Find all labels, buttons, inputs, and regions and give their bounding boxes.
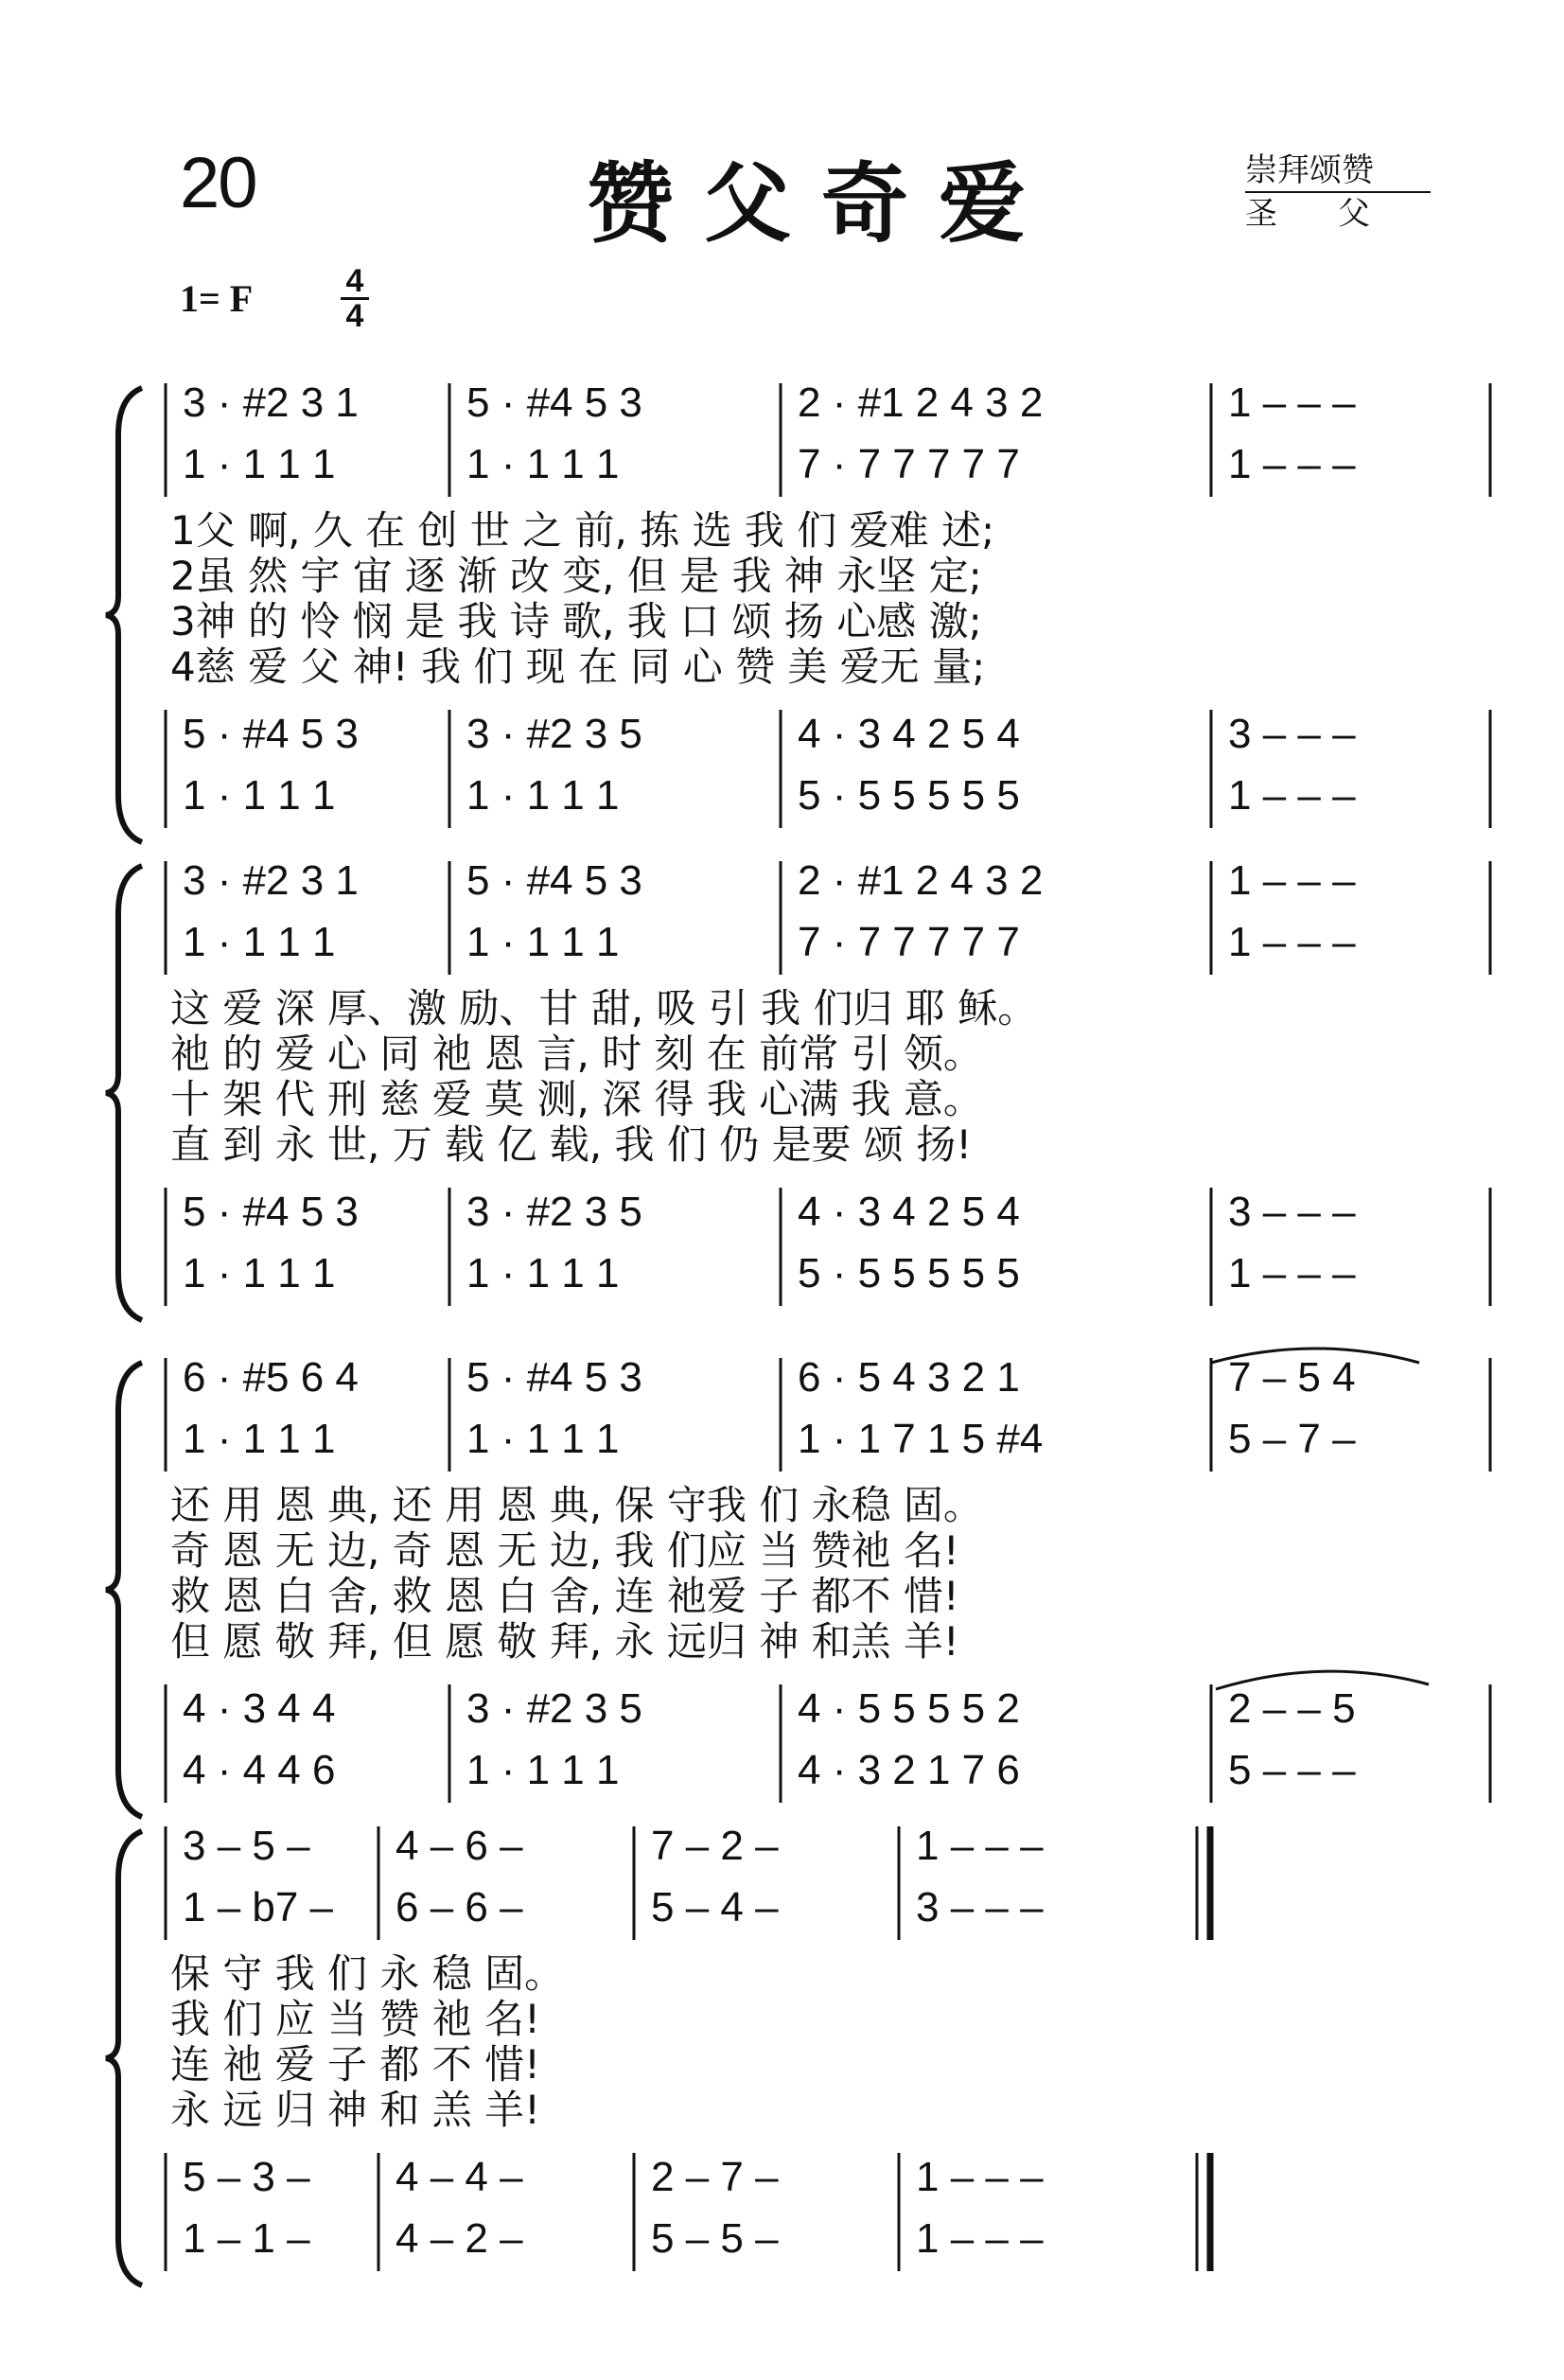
hymn-number: 20: [180, 143, 256, 223]
notes-row: 3 · #2 3 5: [466, 1685, 642, 1732]
hymn-title: 赞父奇爱: [587, 153, 1057, 255]
notes-row: 4 · 3 4 2 5 4: [798, 711, 1020, 757]
notes-row: 1 · 1 1 1: [183, 1250, 336, 1296]
notes-row: 5 · 5 5 5 5 5: [798, 772, 1020, 819]
notes-row: 5 · #4 5 3: [183, 1189, 359, 1235]
lyric-line: 4慈 爱 父 神! 我 们 现 在 同 心 赞 美 爱无 量;: [170, 643, 986, 690]
notes-row: 1 · 1 7 1 5 #4: [798, 1416, 1044, 1462]
notes-row: 1 – – –: [1228, 919, 1356, 965]
notes-row: 1 – – –: [1228, 379, 1356, 426]
notes-row: 3 – – –: [916, 1884, 1044, 1930]
lyric-line: 这 爱 深 厚、激 励、甘 甜, 吸 引 我 们归 耶 稣。: [170, 985, 1038, 1031]
notes-row: 4 · 3 4 2 5 4: [798, 1189, 1020, 1235]
system-brace: [106, 866, 142, 1320]
notes-row: 2 – – 5: [1228, 1685, 1356, 1732]
notes-row: 1 · 1 1 1: [183, 1416, 336, 1462]
lyric-line: 1父 啊, 久 在 创 世 之 前, 拣 选 我 们 爱难 述;: [170, 507, 995, 554]
lyric-line: 但 愿 敬 拜, 但 愿 敬 拜, 永 远归 神 和羔 羊!: [170, 1618, 959, 1665]
notes-row: 3 – 5 –: [183, 1823, 310, 1869]
lyric-line: 还 用 恩 典, 还 用 恩 典, 保 守我 们 永稳 固。: [170, 1482, 983, 1528]
system-brace: [106, 1363, 142, 1817]
notes-row: 7 · 7 7 7 7 7: [798, 919, 1020, 965]
notes-row: 5 – 5 –: [651, 2215, 779, 2262]
lyric-line: 保 守 我 们 永 稳 固。: [170, 1950, 565, 1997]
notes-row: 3 · #2 3 1: [183, 379, 359, 426]
notes-row: 2 – 7 –: [651, 2154, 779, 2200]
notes-row: 2 · #1 2 4 3 2: [798, 379, 1044, 426]
lyric-line: 连 祂 爱 子 都 不 惜!: [170, 2041, 540, 2088]
notes-row: 7 · 7 7 7 7 7: [798, 441, 1020, 487]
notes-row: 3 – – –: [1228, 1189, 1356, 1235]
notes-row: 5 · #4 5 3: [466, 1354, 642, 1401]
notes-row: 3 – – –: [1228, 711, 1356, 757]
key-signature: 1= F: [180, 277, 254, 320]
notes-row: 2 · #1 2 4 3 2: [798, 857, 1044, 904]
notes-row: 5 – 4 –: [651, 1884, 779, 1930]
notes-row: 1 – – –: [1228, 441, 1356, 487]
notes-row: 4 – 4 –: [395, 2154, 523, 2200]
lyric-line: 我 们 应 当 赞 祂 名!: [170, 1996, 540, 2042]
notes-row: 6 · #5 6 4: [183, 1354, 359, 1401]
system-brace: [106, 388, 142, 842]
time-denominator: 4: [341, 297, 369, 332]
notes-row: 5 · #4 5 3: [466, 857, 642, 904]
notes-row: 4 · 3 4 4: [183, 1685, 336, 1732]
lyric-line: 2虽 然 宇 宙 逐 渐 改 变, 但 是 我 神 永坚 定;: [170, 553, 982, 599]
lyric-line: 祂 的 爱 心 同 祂 恩 言, 时 刻 在 前常 引 领。: [170, 1031, 983, 1077]
notes-row: 1 · 1 1 1: [183, 919, 336, 965]
notes-row: 7 – 5 4: [1228, 1354, 1356, 1401]
notes-row: 5 – – –: [1228, 1747, 1356, 1793]
notes-row: 1 · 1 1 1: [466, 1747, 620, 1793]
notes-row: 3 · #2 3 5: [466, 711, 642, 757]
notes-row: 1 · 1 1 1: [466, 1250, 620, 1296]
notes-row: 5 – 3 –: [183, 2154, 310, 2200]
notes-row: 4 · 4 4 6: [183, 1747, 336, 1793]
notes-row: 1 · 1 1 1: [466, 441, 620, 487]
lyric-line: 十 架 代 刑 慈 爱 莫 测, 深 得 我 心满 我 意。: [170, 1076, 983, 1122]
notes-row: 1 – – –: [916, 2215, 1044, 2262]
notes-row: 1 · 1 1 1: [466, 1416, 620, 1462]
lyric-line: 奇 恩 无 边, 奇 恩 无 边, 我 们应 当 赞祂 名!: [170, 1527, 959, 1574]
notes-row: 1 – – –: [1228, 857, 1356, 904]
lyric-line: 直 到 永 世, 万 载 亿 载, 我 们 仍 是要 颂 扬!: [170, 1121, 973, 1168]
notes-row: 1 – 1 –: [183, 2215, 310, 2262]
notes-row: 5 · #4 5 3: [183, 711, 359, 757]
notes-row: 3 · #2 3 5: [466, 1189, 642, 1235]
notes-row: 1 · 1 1 1: [183, 441, 336, 487]
notes-row: 1 · 1 1 1: [466, 919, 620, 965]
notes-row: 5 · #4 5 3: [466, 379, 642, 426]
notes-row: 1 – – –: [1228, 772, 1356, 819]
notes-row: 1 – – –: [1228, 1250, 1356, 1296]
notes-row: 6 – 6 –: [395, 1884, 523, 1930]
system-brace: [106, 1831, 142, 2285]
category-line1: 崇拜颂赞: [1245, 150, 1431, 193]
notes-row: 1 – – –: [916, 1823, 1044, 1869]
notes-row: 4 · 3 2 1 7 6: [798, 1747, 1020, 1793]
time-numerator: 4: [345, 263, 364, 299]
notes-row: 1 · 1 1 1: [183, 772, 336, 819]
notes-row: 5 – 7 –: [1228, 1416, 1356, 1462]
notes-row: 7 – 2 –: [651, 1823, 779, 1869]
notes-row: 1 – – –: [916, 2154, 1044, 2200]
lyric-line: 救 恩 白 舍, 救 恩 白 舍, 连 祂爱 子 都不 惜!: [170, 1573, 959, 1619]
notes-row: 5 · 5 5 5 5 5: [798, 1250, 1020, 1296]
notes-row: 4 – 6 –: [395, 1823, 523, 1869]
notes-row: 1 – b7 –: [183, 1884, 334, 1930]
notes-row: 4 – 2 –: [395, 2215, 523, 2262]
notes-row: 4 · 5 5 5 5 2: [798, 1685, 1020, 1732]
lyric-line: 3神 的 怜 悯 是 我 诗 歌, 我 口 颂 扬 心感 激;: [170, 598, 982, 644]
notes-row: 3 · #2 3 1: [183, 857, 359, 904]
category-line2: 圣父: [1245, 195, 1431, 233]
lyric-line: 永 远 归 神 和 羔 羊!: [170, 2087, 540, 2133]
notes-row: 1 · 1 1 1: [466, 772, 620, 819]
notes-row: 6 · 5 4 3 2 1: [798, 1354, 1020, 1401]
